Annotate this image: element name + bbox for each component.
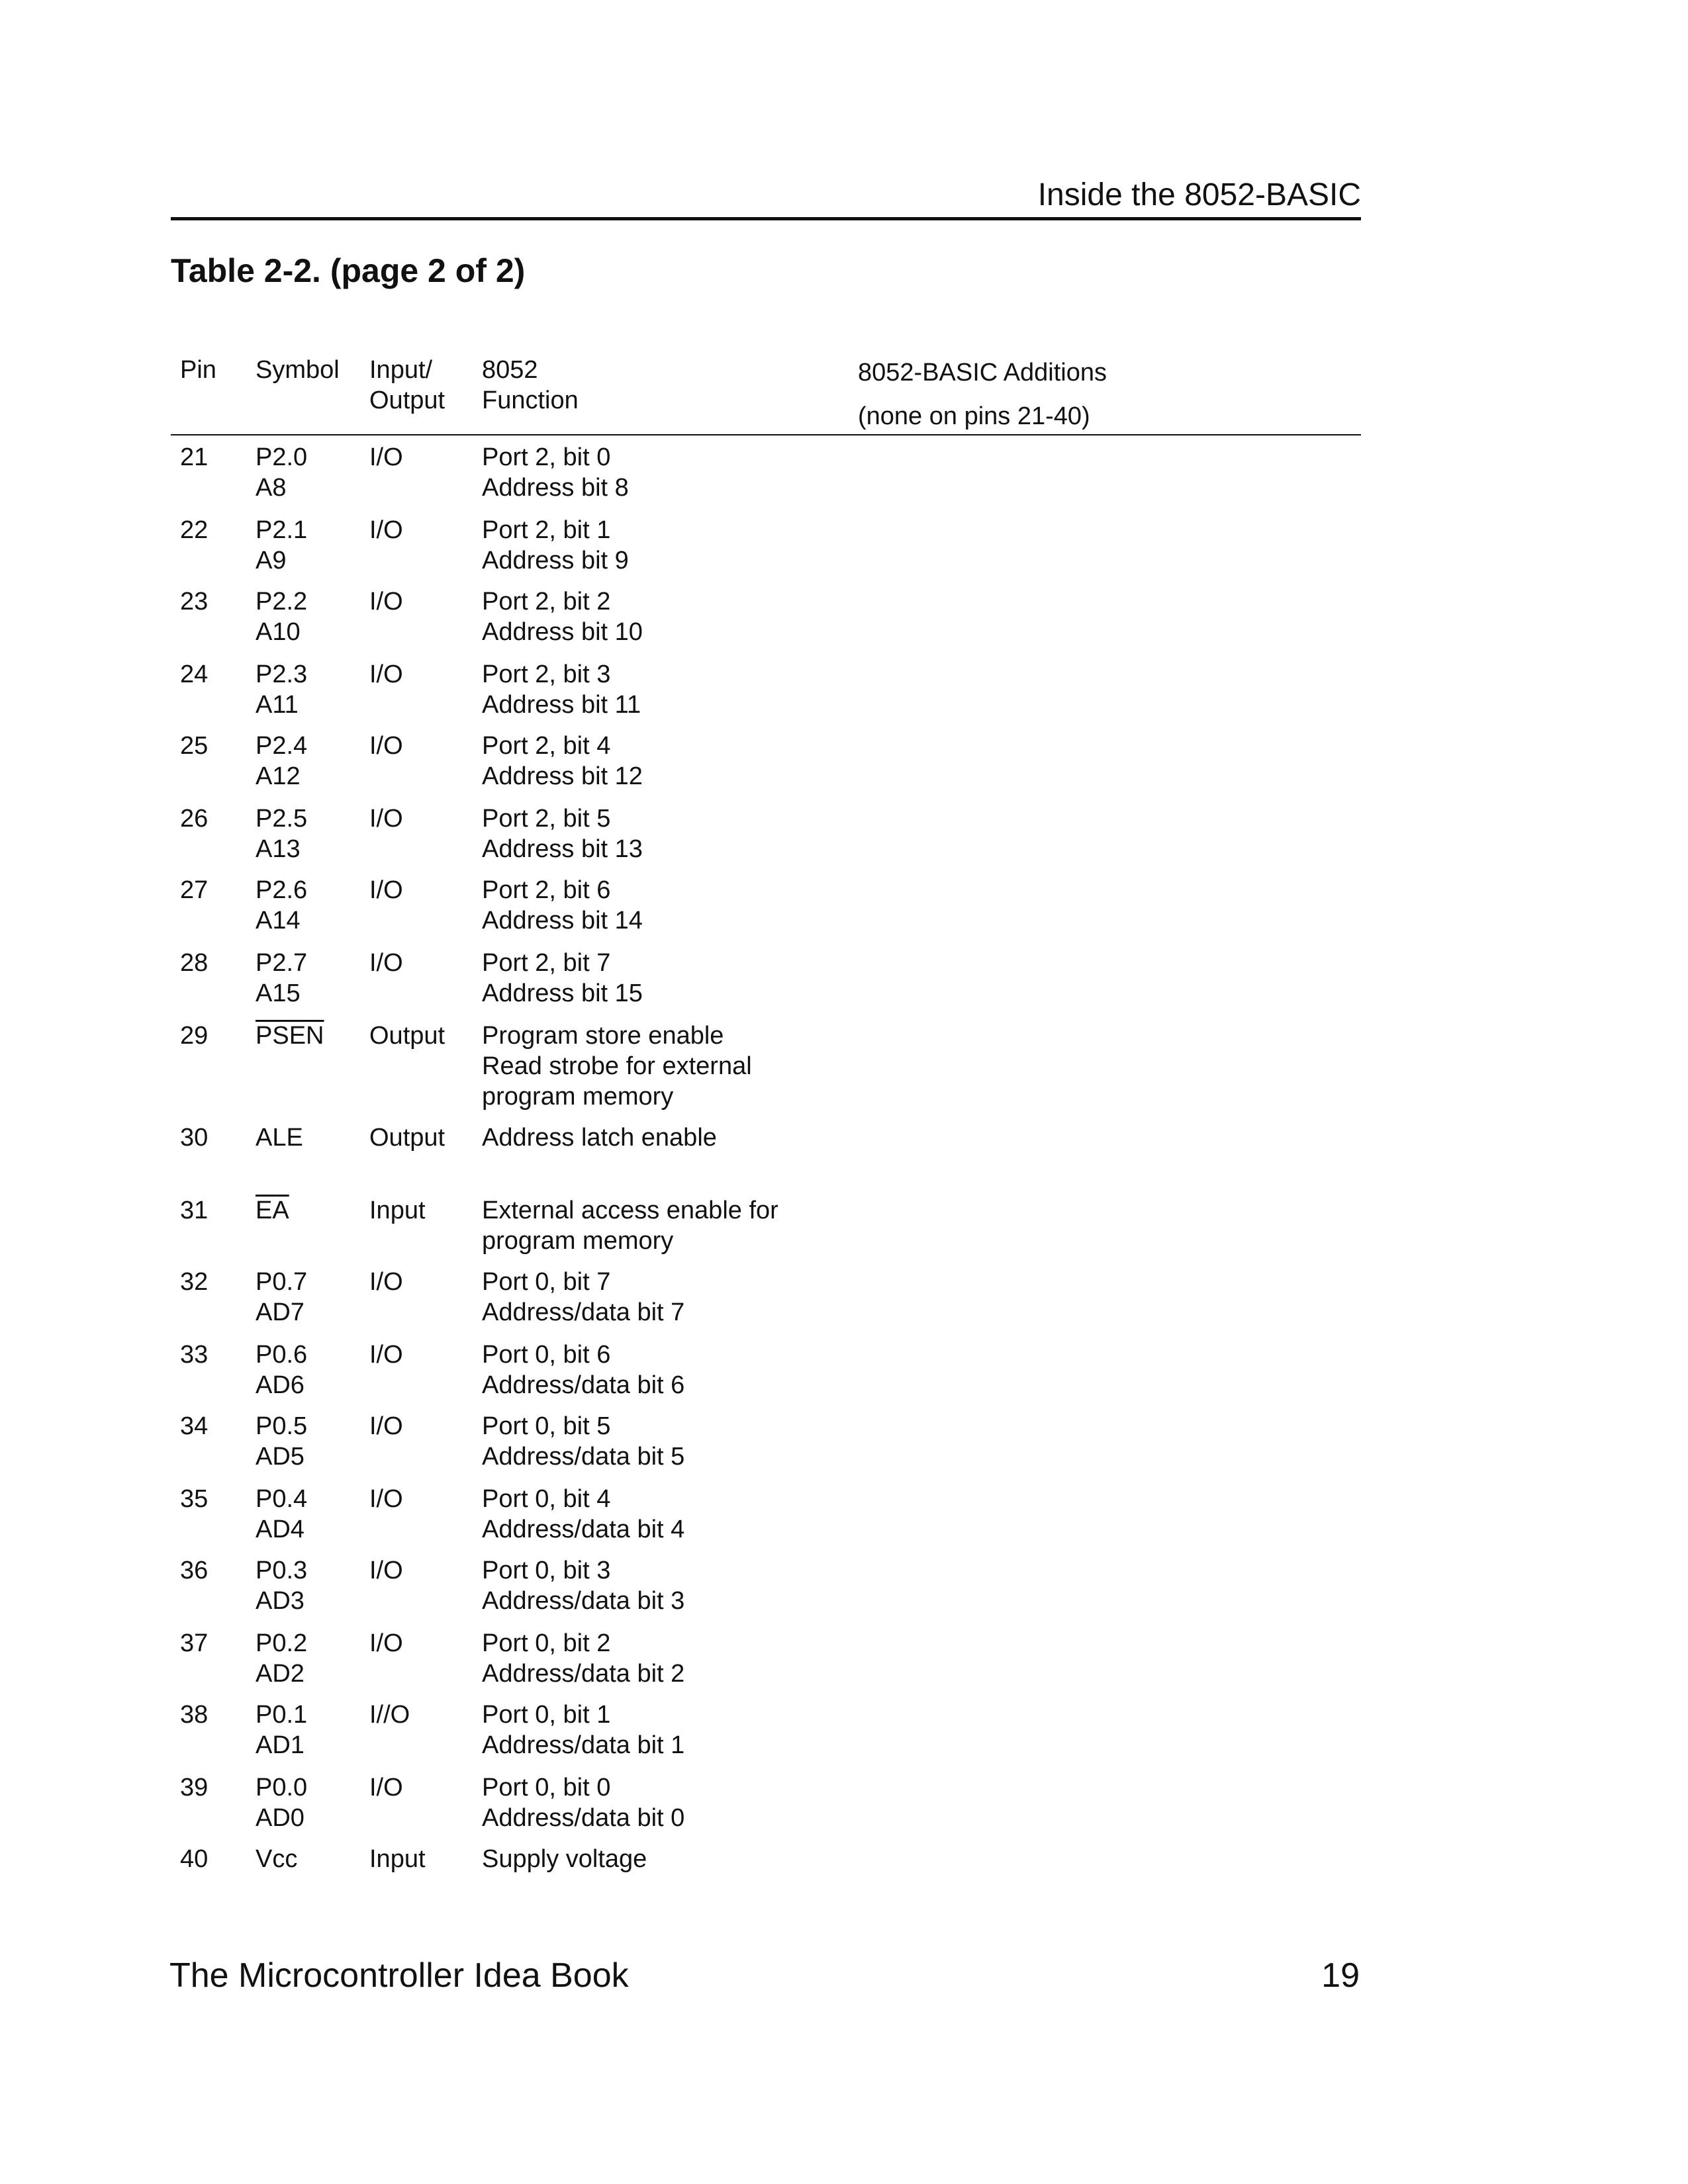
pin-direction-text: I/O <box>369 805 403 833</box>
pin-symbol-primary: PSEN <box>256 1022 324 1050</box>
pin-function-line: Port 0, bit 5 <box>482 1412 611 1440</box>
pin-function <box>482 1700 853 1760</box>
pin-function-line: Address bit 9 <box>482 547 629 574</box>
pin-function-line: Port 2, bit 6 <box>482 876 611 904</box>
pin-function-line: Port 2, bit 2 <box>482 588 611 615</box>
pin-symbol-alternate: AD1 <box>256 1731 305 1759</box>
pin-function-line: Port 0, bit 7 <box>482 1268 611 1296</box>
pin-function-line: Port 2, bit 4 <box>482 732 611 760</box>
pin-number <box>180 1195 208 1226</box>
pin-symbol <box>256 1844 297 1874</box>
pin-symbol-primary: P0.2 <box>256 1629 308 1657</box>
pin-number <box>180 1021 208 1051</box>
pin-number-text: 30 <box>180 1124 209 1152</box>
pin-function-line: Address/data bit 5 <box>482 1443 685 1471</box>
pin-direction <box>369 1021 445 1051</box>
pin-function <box>482 442 853 503</box>
pin-function <box>482 1021 853 1112</box>
pin-number <box>180 1122 208 1153</box>
pin-symbol-primary: P0.6 <box>256 1341 308 1369</box>
pin-number <box>180 948 208 978</box>
pin-symbol-primary: P0.3 <box>256 1557 308 1584</box>
pin-function-line: Port 0, bit 1 <box>482 1701 611 1729</box>
pin-number-text: 34 <box>180 1412 209 1440</box>
pin-function-line: Port 2, bit 1 <box>482 516 611 544</box>
pin-function-line: Supply voltage <box>482 1845 647 1873</box>
pin-direction <box>369 1340 403 1370</box>
running-head <box>171 173 1361 220</box>
pin-number-text: 21 <box>180 443 209 471</box>
pin-direction <box>369 1484 403 1514</box>
pin-symbol <box>256 731 307 792</box>
pin-number-text: 26 <box>180 805 209 833</box>
pin-number <box>180 875 208 905</box>
pin-function <box>482 803 853 864</box>
pin-function-line: Port 2, bit 5 <box>482 805 611 833</box>
pin-number-text: 29 <box>180 1022 209 1050</box>
pin-function-line: Address/data bit 4 <box>482 1516 685 1543</box>
pin-direction <box>369 586 403 617</box>
pin-symbol <box>256 803 307 864</box>
pin-function <box>482 1484 853 1545</box>
pin-function-line: program memory <box>482 1227 674 1255</box>
pin-symbol-primary: P2.6 <box>256 876 308 904</box>
pin-number-text: 38 <box>180 1701 209 1729</box>
pin-direction-text: I/O <box>369 732 403 760</box>
pin-symbol-primary: P2.2 <box>256 588 308 615</box>
pin-function-line: Address bit 15 <box>482 979 643 1007</box>
pin-symbol <box>256 1555 307 1616</box>
pin-symbol-alternate: A15 <box>256 979 301 1007</box>
pin-symbol-primary: P0.0 <box>256 1774 308 1801</box>
pin-direction-text: I/O <box>369 516 403 544</box>
pin-function <box>482 1844 853 1874</box>
pin-function-line: Address bit 8 <box>482 474 629 502</box>
pin-function <box>482 1122 853 1153</box>
header-input-output: Input/ Output <box>369 356 445 414</box>
pin-number <box>180 1628 208 1659</box>
pin-function <box>482 659 853 720</box>
pin-direction-text: I/O <box>369 588 403 615</box>
pin-function-line: Address bit 11 <box>482 691 641 719</box>
pin-symbol-alternate: AD3 <box>256 1587 305 1615</box>
pin-symbol <box>256 1195 289 1226</box>
pin-function-line: Read strobe for external <box>482 1052 752 1080</box>
pin-symbol <box>256 659 307 720</box>
pin-symbol-primary: P2.0 <box>256 443 308 471</box>
pin-direction-text: I/O <box>369 1485 403 1513</box>
pin-function-line: Address/data bit 3 <box>482 1587 685 1615</box>
pin-symbol <box>256 875 307 936</box>
pin-symbol-alternate: AD0 <box>256 1804 305 1832</box>
pin-symbol <box>256 948 307 1009</box>
pin-function-line: Port 0, bit 2 <box>482 1629 611 1657</box>
pin-number-text: 31 <box>180 1197 209 1224</box>
pin-number <box>180 1411 208 1441</box>
pin-symbol-alternate: A13 <box>256 835 301 863</box>
pin-function <box>482 1555 853 1616</box>
pin-number <box>180 803 208 834</box>
pin-direction <box>369 1772 403 1803</box>
pin-function <box>482 515 853 576</box>
pin-symbol-alternate: A11 <box>256 691 299 719</box>
pin-symbol-alternate: AD2 <box>256 1660 305 1688</box>
pin-symbol-primary: P0.4 <box>256 1485 308 1513</box>
pin-function-line: Address/data bit 7 <box>482 1298 685 1326</box>
pin-number <box>180 731 208 761</box>
pin-number-text: 27 <box>180 876 209 904</box>
pin-direction <box>369 1555 403 1586</box>
pin-symbol <box>256 1628 307 1689</box>
pin-symbol-primary: $\overline{EA}$ <box>256 1197 289 1224</box>
pin-function-line: Program store enable <box>482 1022 724 1050</box>
pin-function-line: Port 2, bit 0 <box>482 443 611 471</box>
pin-function-line: Address latch enable <box>482 1124 717 1152</box>
running-head-title: Inside the 8052-BASIC <box>1037 177 1361 212</box>
pin-function-line: Address/data bit 2 <box>482 1660 685 1688</box>
pin-function-line: Address bit 12 <box>482 762 643 790</box>
pin-symbol-alternate: A9 <box>256 547 287 574</box>
pin-number <box>180 1484 208 1514</box>
pin-symbol <box>256 515 307 576</box>
pin-function-line: Address bit 14 <box>482 907 643 934</box>
pin-number <box>180 1700 208 1730</box>
pin-function <box>482 875 853 936</box>
pin-number <box>180 1340 208 1370</box>
pin-direction <box>369 442 403 473</box>
pin-direction-text: I/O <box>369 1412 403 1440</box>
pin-symbol-primary: Vcc <box>256 1845 298 1873</box>
pin-function-line: Port 0, bit 3 <box>482 1557 611 1584</box>
header-pin: Pin <box>180 356 216 384</box>
pin-symbol-primary: P2.5 <box>256 805 308 833</box>
pin-number-text: 25 <box>180 732 209 760</box>
header-additions: 8052-BASIC Additions <box>858 359 1107 387</box>
pin-symbol-alternate: AD6 <box>256 1371 305 1399</box>
pin-symbol <box>256 1772 307 1833</box>
pin-direction <box>369 1267 403 1297</box>
pin-number-text: 32 <box>180 1268 209 1296</box>
pin-function <box>482 1340 853 1400</box>
pin-number <box>180 1844 208 1874</box>
pin-function <box>482 1411 853 1472</box>
pin-direction-text: Output <box>369 1124 445 1152</box>
pin-number <box>180 1267 208 1297</box>
pin-direction-text: I/O <box>369 1341 403 1369</box>
pin-direction-text: I/O <box>369 660 403 688</box>
pin-direction <box>369 875 403 905</box>
pin-symbol <box>256 1122 303 1153</box>
pin-symbol-primary: P2.3 <box>256 660 308 688</box>
pin-symbol-primary: ALE <box>256 1124 303 1152</box>
pin-number-text: 22 <box>180 516 209 544</box>
pin-function <box>482 1195 853 1256</box>
pin-symbol-alternate: AD7 <box>256 1298 305 1326</box>
footer-book-title: The Microcontroller Idea Book <box>169 1956 629 1995</box>
pin-direction-text: I/O <box>369 1268 403 1296</box>
pin-function-line: Address/data bit 0 <box>482 1804 685 1832</box>
pin-number <box>180 1772 208 1803</box>
pin-direction <box>369 1122 445 1153</box>
pin-direction <box>369 515 403 545</box>
pin-symbol <box>256 1021 324 1051</box>
pin-function-line: Port 0, bit 0 <box>482 1774 611 1801</box>
pin-symbol-primary: P2.7 <box>256 949 308 977</box>
header-function: 8052 Function <box>482 356 579 414</box>
pin-direction <box>369 1628 403 1659</box>
pin-number-text: 23 <box>180 588 209 615</box>
pin-function <box>482 1628 853 1689</box>
pin-direction <box>369 948 403 978</box>
pin-direction-text: I/O <box>369 949 403 977</box>
pin-symbol-alternate: AD5 <box>256 1443 305 1471</box>
pin-direction <box>369 1411 403 1441</box>
pin-symbol <box>256 442 307 503</box>
pin-function-line: Port 2, bit 7 <box>482 949 611 977</box>
pin-function-line: Port 2, bit 3 <box>482 660 611 688</box>
pin-function-line: Port 0, bit 4 <box>482 1485 611 1513</box>
pin-function <box>482 1772 853 1833</box>
pin-number <box>180 586 208 617</box>
pin-function-line: program memory <box>482 1083 674 1111</box>
pin-symbol <box>256 1700 307 1760</box>
pin-direction-text: I/O <box>369 1557 403 1584</box>
pin-number-text: 24 <box>180 660 209 688</box>
pin-symbol-primary: P0.7 <box>256 1268 308 1296</box>
pin-number <box>180 659 208 690</box>
pin-function <box>482 948 853 1009</box>
pin-number <box>180 1555 208 1586</box>
pin-number <box>180 442 208 473</box>
pin-number-text: 37 <box>180 1629 209 1657</box>
pin-direction-text: I//O <box>369 1701 410 1729</box>
pin-direction-text: Output <box>369 1022 445 1050</box>
pin-number-text: 33 <box>180 1341 209 1369</box>
pin-symbol-alternate: A10 <box>256 618 301 646</box>
pin-direction-text: I/O <box>369 876 403 904</box>
pin-symbol-primary: P0.5 <box>256 1412 308 1440</box>
pin-function-line: Port 0, bit 6 <box>482 1341 611 1369</box>
pin-number-text: 35 <box>180 1485 209 1513</box>
pin-direction-text: I/O <box>369 1774 403 1801</box>
pin-direction-text: I/O <box>369 1629 403 1657</box>
pin-direction <box>369 1844 426 1874</box>
footer-page-number: 19 <box>1321 1956 1360 1995</box>
pin-symbol <box>256 586 307 647</box>
pin-symbol-primary: P0.1 <box>256 1701 308 1729</box>
header-rule <box>171 434 1361 435</box>
pin-direction-text: I/O <box>369 443 403 471</box>
pin-function <box>482 731 853 792</box>
pin-number-text: 39 <box>180 1774 209 1801</box>
pin-symbol-primary: P2.4 <box>256 732 308 760</box>
pin-symbol-alternate: A12 <box>256 762 301 790</box>
pin-function-line: External access enable for <box>482 1197 778 1224</box>
pin-symbol <box>256 1484 307 1545</box>
pin-direction <box>369 1195 426 1226</box>
header-symbol: Symbol <box>256 356 340 384</box>
pin-symbol <box>256 1340 307 1400</box>
pin-direction <box>369 731 403 761</box>
pin-function-line: Address/data bit 6 <box>482 1371 685 1399</box>
pin-direction <box>369 803 403 834</box>
pin-function <box>482 1267 853 1328</box>
pin-function <box>482 586 853 647</box>
header-additions-note: (none on pins 21-40) <box>858 402 1090 430</box>
pin-function-line: Address bit 10 <box>482 618 643 646</box>
pin-symbol-alternate: A8 <box>256 474 287 502</box>
pin-direction <box>369 659 403 690</box>
pin-direction-text: Input <box>369 1845 426 1873</box>
pin-number <box>180 515 208 545</box>
pin-function-line: Address/data bit 1 <box>482 1731 685 1759</box>
pin-number-text: 28 <box>180 949 209 977</box>
pin-symbol-primary: P2.1 <box>256 516 308 544</box>
pin-symbol-alternate: AD4 <box>256 1516 305 1543</box>
pin-function-line: Address bit 13 <box>482 835 643 863</box>
table-title: Table 2-2. (page 2 of 2) <box>171 252 526 289</box>
pin-direction-text: Input <box>369 1197 426 1224</box>
pin-direction <box>369 1700 410 1730</box>
pin-symbol <box>256 1411 307 1472</box>
pin-number-text: 40 <box>180 1845 209 1873</box>
pin-symbol <box>256 1267 307 1328</box>
pin-symbol-alternate: A14 <box>256 907 301 934</box>
pin-number-text: 36 <box>180 1557 209 1584</box>
